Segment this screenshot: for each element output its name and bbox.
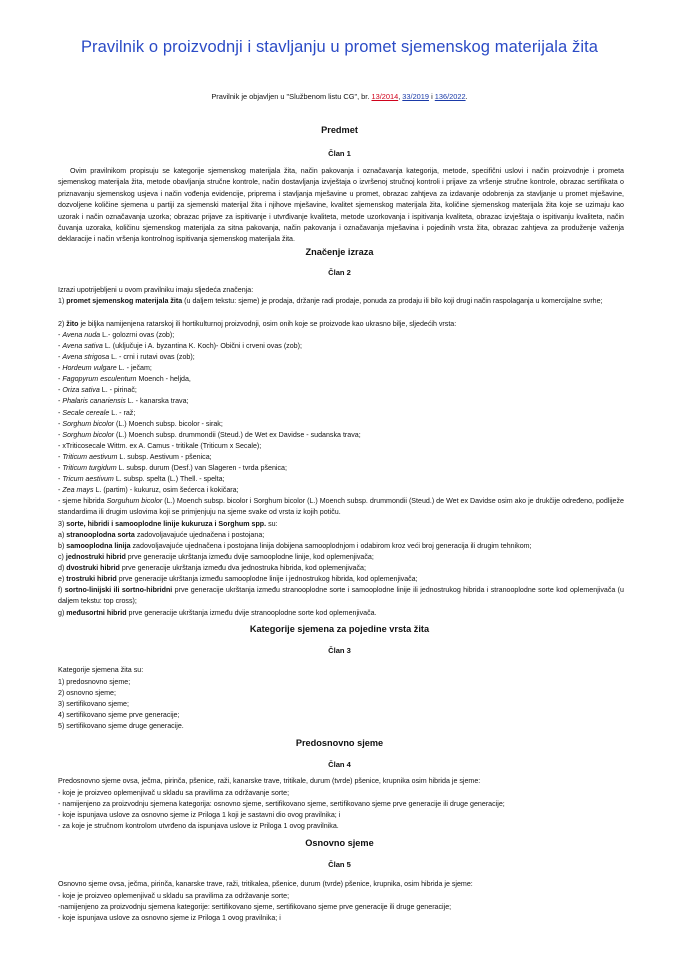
species-latin-name: Secale cereale bbox=[62, 409, 110, 417]
species-latin-name: Triticum aestivum bbox=[62, 453, 118, 461]
item-text: prve generacije ukrštanja između dva jednostruka hibrida, kod oplemenjivača; bbox=[119, 564, 366, 572]
category-item: 1) predosnovno sjeme; bbox=[58, 678, 131, 686]
definition-number: 2) bbox=[58, 320, 67, 328]
species-common-name: L. - crni i rutavi ovas (zob); bbox=[109, 353, 195, 361]
list-dash: - bbox=[58, 420, 63, 428]
item-text: prve generacije ukrštanja između dvije stranooplodne sorte kod oplemenjivača. bbox=[126, 609, 377, 617]
definition-term: žito bbox=[66, 320, 79, 328]
definition-text: (u daljem tekstu: sjeme) je prodaja, držanje radi prodaje, ponuda za prodaju ili bilo koji drugi način raspolaganja u komercijalne svrhe; bbox=[182, 297, 603, 305]
category-item: 4) sertifikovano sjeme prve generacije; bbox=[58, 711, 180, 719]
condition-item: - namijenjeno za proizvodnju sjemena kategorija: osnovno sjeme, sertifikovano sjeme, sertifikovano sjeme prve generacije ili druge generacije; bbox=[58, 800, 505, 808]
condition-item: - koje ispunjava uslove za osnovno sjeme iz Priloga 1 ovog pravilnika; i bbox=[58, 914, 281, 922]
species-item bbox=[58, 352, 624, 363]
species-latin-name: Sorghum bicolor bbox=[62, 420, 114, 428]
species-latin-name: Zea mays bbox=[62, 486, 94, 494]
gazette-link-2022[interactable]: 136/2022 bbox=[434, 92, 466, 101]
item-text: prve generacije ukrštanja između samooplodne linije i jednostrukog hibrida, kod oplemenjivača; bbox=[116, 575, 418, 583]
item-term: jednostruki hibrid bbox=[65, 553, 126, 561]
definition-1 bbox=[58, 296, 624, 307]
gazette-link-2019[interactable]: 33/2019 bbox=[402, 92, 430, 101]
variety-item bbox=[58, 530, 624, 541]
species-latin-name: Fagopyrum esculentum bbox=[62, 375, 137, 383]
list-dash: - bbox=[58, 431, 63, 439]
species-common-name: (L.) Moench subsp. bicolor - sirak; bbox=[114, 420, 223, 428]
article-heading-5: Član 5 bbox=[328, 860, 351, 869]
article-heading-2: Član 2 bbox=[328, 268, 351, 277]
species-latin-name: Avena nuda bbox=[62, 331, 101, 339]
species-item bbox=[58, 396, 624, 407]
species-latin-name: Avena sativa bbox=[62, 342, 103, 350]
variety-item bbox=[58, 585, 624, 608]
species-item bbox=[58, 452, 624, 463]
item-term: sortno-linijski ili sortno-hibridni bbox=[64, 586, 173, 594]
definition-text: su: bbox=[266, 520, 278, 528]
species-latin-name: Triticum turgidum bbox=[62, 464, 117, 472]
item-term: samooplodna linija bbox=[66, 542, 131, 550]
section-heading-kategorije: Kategorije sjemena za pojedine vrsta žita bbox=[249, 624, 430, 634]
species-common-name: L. subsp. spelta (L.) Thell. - spelta; bbox=[113, 475, 225, 483]
variety-item bbox=[58, 541, 624, 552]
variety-item bbox=[58, 574, 624, 585]
section-heading-osnovno-sjeme: Osnovno sjeme bbox=[305, 838, 374, 848]
list-dash: - bbox=[58, 409, 63, 417]
species-common-name: L. - raž; bbox=[109, 409, 136, 417]
item-letter: g) bbox=[58, 609, 67, 617]
document-title: Pravilnik o proizvodnji i stavljanju u promet sjemenskog materijala žita bbox=[80, 38, 599, 56]
species-latin-name: Tricum aestivum bbox=[62, 475, 114, 483]
article-heading-4: Član 4 bbox=[328, 760, 351, 769]
species-item bbox=[58, 385, 624, 396]
condition-item: - koje je proizveo oplemenjivač u skladu sa pravilima za održavanje sorte; bbox=[58, 892, 290, 900]
list-dash: - bbox=[58, 397, 63, 405]
section-heading-znacenje-izraza: Značenje izraza bbox=[305, 247, 374, 257]
list-dash: - bbox=[58, 375, 63, 383]
definition-3 bbox=[58, 519, 624, 530]
hybrid-note-prefix: - sjeme hibrida bbox=[58, 497, 107, 505]
list-dash: - bbox=[58, 353, 63, 361]
definition-text: je biljka namijenjena ratarskoj ili hortikulturnoj proizvodnji, osim onih koje se proizvode kao ukrasno bilje, sljedećih vrsta: bbox=[78, 320, 457, 328]
species-common-name: L. - pirinač; bbox=[99, 386, 137, 394]
definition-term: sorte, hibridi i samooplodne linije kukuruza i Sorghum spp. bbox=[66, 520, 267, 528]
species-item bbox=[58, 408, 624, 419]
variety-item bbox=[58, 608, 624, 619]
item-text: prve generacije ukrštanja između dvije samooplodne linije, kod oplemenjivača; bbox=[125, 553, 374, 561]
variety-item bbox=[58, 563, 624, 574]
species-common-name: L. subsp. Aestivum - pšenica; bbox=[117, 453, 212, 461]
species-common-name: L. subsp. durum (Desf.) van Slageren - tvrda pšenica; bbox=[116, 464, 287, 472]
list-dash: - bbox=[58, 475, 63, 483]
item-letter: e) bbox=[58, 575, 67, 583]
species-common-name: L.- golozrni ovas (zob); bbox=[100, 331, 175, 339]
article-2-intro: Izrazi upotrijebljeni u ovom pravilniku imaju sljedeća značenja: bbox=[58, 286, 254, 294]
section-heading-predosnovno-sjeme: Predosnovno sjeme bbox=[295, 738, 384, 748]
condition-item: - koje je proizvео oplemenjivač u skladu sa pravilima za održavanje sorte; bbox=[58, 789, 290, 797]
species-latin-name: Phalaris canariensis bbox=[62, 397, 126, 405]
item-letter: c) bbox=[58, 553, 66, 561]
definition-number: 1) bbox=[58, 297, 67, 305]
species-item bbox=[58, 463, 624, 474]
article-heading-3: Član 3 bbox=[328, 646, 351, 655]
species-latin-name: Avena strigosa bbox=[62, 353, 110, 361]
species-item bbox=[58, 341, 624, 352]
item-text: zadovoljavajuće ujednačena i postojana; bbox=[134, 531, 265, 539]
article-5-intro: Osnovno sjeme ovsa, ječma, pirinča, kanarske trave, raži, tritikalea, pšenice, durum (tvrde) pšenice, krupnika, osim hibrida je sjeme: bbox=[58, 880, 473, 888]
species-latin-name: Sorghum bicolor bbox=[62, 431, 114, 439]
list-dash: - bbox=[58, 464, 63, 472]
variety-item bbox=[58, 552, 624, 563]
definition-term: promet sjemenskog materijala žita bbox=[66, 297, 183, 305]
species-common-name: L. - ječam; bbox=[116, 364, 152, 372]
list-dash: - bbox=[58, 331, 63, 339]
species-item bbox=[58, 485, 624, 496]
publication-separator: , bbox=[398, 92, 403, 101]
hybrid-note-text: (L.) Moench subsp. bicolor i Sorghum bicolor (L.) Moench subsp. drummondii (Steud.) de Wet ex Davidse osim ako je drukčije određeno, podliježe standardima ili drugim uslovima koji se primjenjuju na sjeme svake od vrsta iz kojih potiču. bbox=[58, 497, 624, 517]
article-1-text: Ovim pravilnikom propisuju se kategorije sjemenskog materijala žita, način pakovanja i označavanja kategorija, metode, specifični uslovi i način proizvodnje i prometa sjemenskog materijala žita, metode obavljanja stručne kontrole, način dostavljanja izvještaja o izvršenoj stručnoj kontroli i prijave za vršenje stručne kontrole, obrazac sertifikata o priznavanju sjemenskog usjeva i način vođenja evidencije, pripremа i stavljanja mješavine u promet, obrazac zahtjeva za izdavanje odobrenja za stavljanje u promet mješavine, dozvoljene količine sjemena u partiji za sjemenski materijal žita i njihove mješavine, kvalitet sjemenskog materijala žita, količine sjemenskog materijala žita koje se uzimaju kao uzorak i način označavanja uzorka; obrazac prijave za ispitivanje i utvrđivanje kvaliteta, metode uzorkovanja i ispitivanja kvaliteta, obrazac izvještaja o ispitivanju kvaliteta, način čuvanja uzoraka, količinu sjemenskog materijala za sitna pakovanja, način pakovanja i označavanja mješavina i pojedinih vrsta žita, obrazac zahtjeva za produženje važenja deklaracije i način vršenja kontrolnog ispitivanja sjemenskog materijala žita. bbox=[58, 167, 624, 244]
condition-item: - koje ispunjava uslove za osnovno sjeme iz Priloga 1 koji je sastavni dio ovog pravilnika; i bbox=[58, 811, 341, 819]
item-term: dvostruki hibrid bbox=[66, 564, 120, 572]
species-common-name: Moench - heljda, bbox=[136, 375, 191, 383]
hybrid-note bbox=[58, 496, 624, 519]
item-letter: b) bbox=[58, 542, 67, 550]
species-common-name: L. - kanarska trava; bbox=[125, 397, 189, 405]
list-dash: - bbox=[58, 342, 63, 350]
species-common-name: L. (partim) - kukuruz, osim šećerca i kokičara; bbox=[93, 486, 239, 494]
item-letter: a) bbox=[58, 531, 67, 539]
publication-separator: i bbox=[429, 92, 435, 101]
item-term: stranooplodna sorta bbox=[66, 531, 135, 539]
item-text: prve generacije ukrštanja između stranooplodne sorte i samooplodne linije ili jednostrukog hibrida i stranooplodne sorte kod oplemenjivača (u daljem tekstu: top cross); bbox=[58, 586, 624, 606]
list-dash: - bbox=[58, 486, 63, 494]
species-item bbox=[58, 363, 624, 374]
article-heading-1: Član 1 bbox=[328, 149, 351, 158]
species-common-name: L. (uključuje i A. byzantina K. Koch)- Obični i crveni ovas (zob); bbox=[102, 342, 302, 350]
article-4-intro: Predosnovno sjeme ovsa, ječma, pirinča, pšenice, raži, kanarske trave, tritikale, durum (tvrde) pšenice, krupnika osim hibrida je sjeme: bbox=[58, 777, 481, 785]
species-item bbox=[58, 474, 624, 485]
item-text: zadovoljavajuće ujednačena i postojana linija dobijena samooplodnjom i odabirom kroz veći broj generacija ili drugim tehnikom; bbox=[130, 542, 532, 550]
item-term: trostruki hibrid bbox=[66, 575, 117, 583]
list-dash: - bbox=[58, 364, 63, 372]
species-item bbox=[58, 430, 624, 441]
gazette-link-2014[interactable]: 13/2014 bbox=[371, 92, 399, 101]
list-dash: - bbox=[58, 453, 63, 461]
section-heading-predmet: Predmet bbox=[321, 125, 358, 135]
item-term: međusortni hibrid bbox=[66, 609, 127, 617]
species-latin-name: Oriza sativa bbox=[62, 386, 100, 394]
category-item: 3) sertifikovano sjeme; bbox=[58, 700, 129, 708]
condition-item: - za koje je stručnom kontrolom utvrđeno da ispunjava uslove iz Priloga 1 ovog pravilnika. bbox=[58, 822, 339, 830]
item-letter: d) bbox=[58, 564, 67, 572]
species-item bbox=[58, 419, 624, 430]
list-dash: - bbox=[58, 442, 63, 450]
species-common-name: xTriticosecale Wittm. ex A. Camus - tritikale (Triticum x Secale); bbox=[62, 442, 262, 450]
publication-prefix: Pravilnik je objavljen u "Službenom listu CG", br. bbox=[211, 92, 372, 101]
species-item bbox=[58, 374, 624, 385]
species-item bbox=[58, 330, 624, 341]
item-letter: f) bbox=[58, 586, 65, 594]
publication-note bbox=[0, 92, 679, 101]
definition-2 bbox=[58, 319, 624, 330]
species-common-name: (L.) Moench subsp. drummondii (Steud.) de Wet ex Davidse - sudanska trava; bbox=[114, 431, 361, 439]
definition-number: 3) bbox=[58, 520, 67, 528]
article-3-intro: Kategorije sjemena žita su: bbox=[58, 666, 144, 674]
species-item bbox=[58, 441, 624, 452]
condition-item: -namijenjeno za proizvodnju sjemena kategorije: sertifikovano sjeme, sertifikovano sjeme prve generacije ili druge generacije; bbox=[58, 903, 452, 911]
species-latin-name: Hordeum vulgare bbox=[62, 364, 117, 372]
category-item: 2) osnovno sjeme; bbox=[58, 689, 116, 697]
list-dash: - bbox=[58, 386, 63, 394]
species-latin-name: Sorguhum bicolor bbox=[106, 497, 163, 505]
category-item: 5) sertifikovano sjeme druge generacije. bbox=[58, 722, 184, 730]
publication-suffix: . bbox=[465, 92, 468, 101]
